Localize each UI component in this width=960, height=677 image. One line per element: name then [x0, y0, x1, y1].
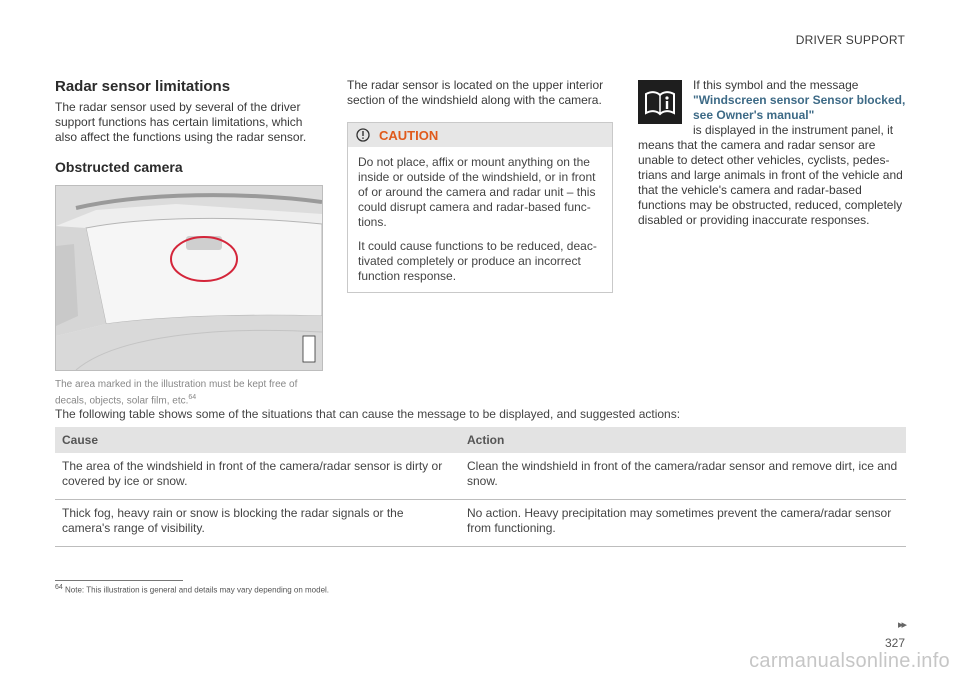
symbol-explanation: If this symbol and the message "Windscreen sensor Sensor blocked, see Owner's manual"	[693, 78, 906, 122]
footnote	[55, 584, 329, 595]
windshield-drawing	[56, 186, 322, 370]
footnote-divider	[55, 580, 183, 581]
owners-manual-info-icon	[638, 80, 682, 124]
section-header: DRIVER SUPPORT	[795, 33, 905, 47]
header-action: Action	[460, 427, 906, 453]
caution-paragraph-1: Do not place, affix or mount anything on the inside or outside of the windshield, or in front of or around the camera and radar unit – this could disrupt camera and radar-based func-tions.	[358, 155, 596, 229]
action-cell: Clean the windshield in front of the camera/radar sensor and remove dirt, ice and snow.	[460, 453, 906, 500]
footnote-ref: 64	[188, 394, 197, 401]
table-row	[55, 453, 906, 500]
cause-cell: Thick fog, heavy rain or snow is blocking the radar signals or the camera's range of visibility.	[55, 500, 460, 547]
caution-box	[347, 122, 613, 293]
action-cell: No action. Heavy precipitation may sometimes prevent the camera/radar sensor from functioning.	[460, 500, 906, 547]
sensor-location-text: The radar sensor is located on the upper interior section of the windshield along with the camera.	[347, 78, 604, 107]
next-page-arrows-icon[interactable]: ▸▸	[897, 619, 905, 631]
page-title: Radar sensor limitations	[55, 78, 231, 95]
watermark: carmanualsonline.info	[749, 650, 950, 672]
column-radar-limitations	[55, 78, 323, 407]
sensor-blocked-message: "Windscreen sensor Sensor blocked, see Owner's manual"	[693, 93, 906, 122]
symbol-row	[638, 78, 906, 228]
windshield-illustration	[55, 185, 323, 371]
caution-title: CAUTION	[379, 127, 439, 143]
intro-paragraph: The radar sensor used by several of the driver support functions has certain limitations, which also affect the functions using the radar sensor.	[55, 100, 307, 144]
header-cause: Cause	[55, 427, 460, 453]
subheading-obstructed-camera: Obstructed camera	[55, 159, 183, 175]
illustration-caption: The area marked in the illustration must be kept free of decals, objects, solar film, etc.$^{64}$	[55, 379, 298, 407]
cause-cell: The area of the windshield in front of the camera/radar sensor is dirty or covered by ice or snow.	[55, 453, 460, 500]
exclamation-circle-icon	[356, 128, 370, 142]
table-header-row	[55, 427, 906, 453]
table-intro: The following table shows some of the situations that can cause the message to be displayed, and suggested actions:	[55, 407, 681, 421]
footnote-text: Note: This illustration is general and details may vary depending on model.	[65, 585, 330, 595]
caution-body	[348, 147, 612, 292]
column-location-caution	[347, 78, 613, 293]
caution-paragraph-2: It could cause functions to be reduced, deac-tivated completely or produce an incorrect function response.	[358, 239, 597, 283]
column-warning-symbol	[638, 78, 906, 228]
causes-actions-table	[55, 427, 906, 547]
symbol-explanation-continued: is displayed in the instrument panel, it means that the camera and radar sensor are unable to detect other vehicles, cyclists, pedes-trians and large animals in front of the vehicle and that the vehicle's camera and radar-based functions may be obstructed, reduced, completely disabled or providing inaccurate responses.	[638, 123, 903, 227]
table-row	[55, 500, 906, 547]
page-number: 327	[884, 636, 905, 650]
caution-header	[348, 123, 612, 147]
footnote-number: 64	[55, 584, 63, 591]
